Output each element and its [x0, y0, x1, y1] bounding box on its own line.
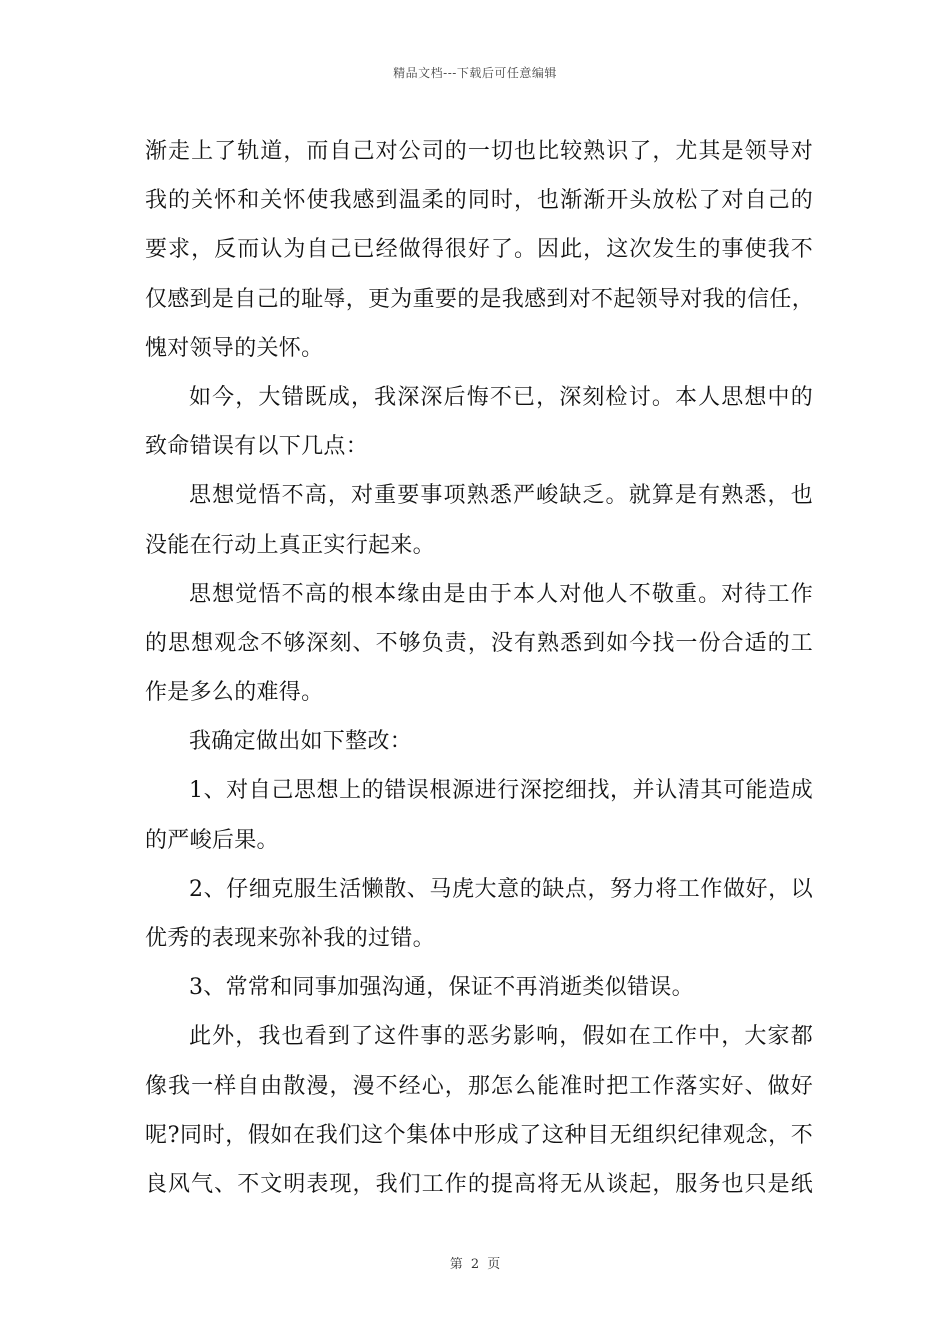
text-line: 此外，我也看到了这件事的恶劣影响，假如在工作中，大家都: [189, 1024, 813, 1050]
text-line: 思想觉悟不高，对重要事项熟悉严峻缺乏。就算是有熟悉，也: [189, 483, 813, 509]
text-line: 作是多么的难得。: [145, 680, 324, 706]
text-line: 1、对自己思想上的错误根源进行深挖细找，并认清其可能造成: [189, 778, 813, 804]
text-line: 3、常常和同事加强沟通，保证不再消逝类似错误。: [189, 975, 694, 1001]
text-line: 致命错误有以下几点：: [145, 434, 369, 460]
text-line: 思想觉悟不高的根本缘由是由于本人对他人不敬重。对待工作: [189, 581, 813, 607]
text-line: 良风气、不文明表现，我们工作的提高将无从谈起，服务也只是纸: [145, 1171, 813, 1197]
text-line: 要求，反而认为自己已经做得很好了。因此，这次发生的事使我不: [145, 237, 813, 263]
text-line: 像我一样自由散漫，漫不经心，那怎么能准时把工作落实好、做好: [145, 1073, 813, 1099]
text-line: 如今，大错既成，我深深后悔不已，深刻检讨。本人思想中的: [189, 384, 813, 410]
text-line: 的严峻后果。: [145, 827, 279, 853]
paragraph: [145, 865, 813, 963]
text-line: 我确定做出如下整改：: [189, 729, 413, 755]
paragraph: [145, 717, 813, 766]
text-line: 优秀的表现来弥补我的过错。: [145, 926, 435, 951]
page-header: 精品文档---下载后可任意编辑: [393, 66, 557, 80]
paragraph: [145, 373, 813, 471]
paragraph: [145, 127, 813, 373]
paragraph: [145, 766, 813, 864]
page-number: 第 2 页: [449, 1257, 501, 1272]
text-line: 没能在行动上真正实行起来。: [145, 532, 435, 558]
paragraph: [145, 1012, 813, 1209]
text-line: 呢?同时，假如在我们这个集体中形成了这种目无组织纪律观念，不: [145, 1122, 813, 1148]
text-line: 渐走上了轨道，而自己对公司的一切也比较熟识了，尤其是领导对: [145, 139, 813, 164]
paragraph: [145, 570, 813, 718]
paragraph: [145, 471, 813, 569]
document-body: [145, 127, 813, 1209]
text-line: 仅感到是自己的耻辱，更为重要的是我感到对不起领导对我的信任，: [145, 286, 815, 312]
text-line: 我的关怀和关怀使我感到温柔的同时，也渐渐开头放松了对自己的: [145, 188, 813, 214]
text-line: 愧对领导的关怀。: [145, 335, 324, 361]
paragraph: [145, 963, 813, 1012]
text-line: 的思想观念不够深刻、不够负责，没有熟悉到如今找一份合适的工: [145, 630, 813, 656]
text-line: 2、仔细克服生活懒散、马虎大意的缺点，努力将工作做好，以: [189, 876, 813, 902]
